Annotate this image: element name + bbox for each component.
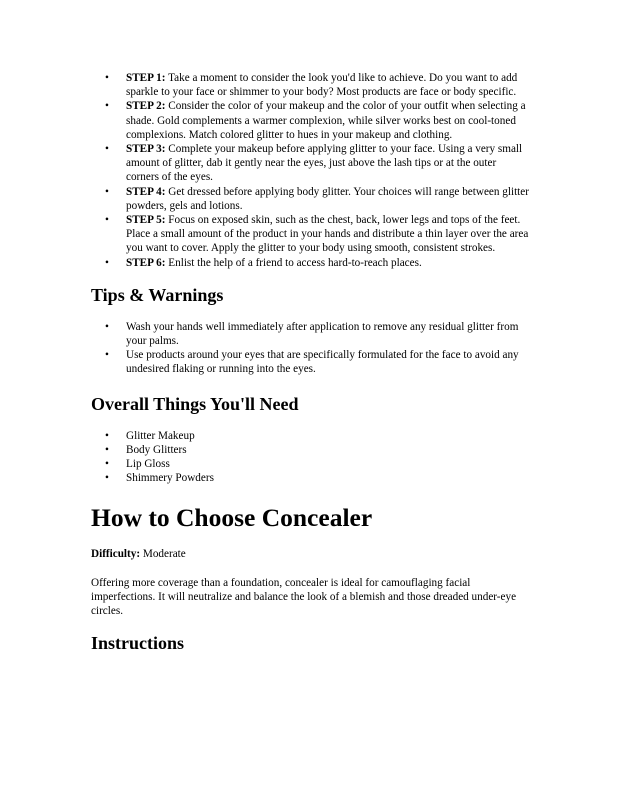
tip-item <box>91 320 531 348</box>
step-text: Focus on exposed skin, such as the chest, back, lower legs and tops of the feet. Place a small amount of the product in your hands and distribute a thin layer over the area you want to cover. Apply the glitter to your body using smooth, consistent strokes. <box>126 214 529 255</box>
bullet: • <box>105 214 109 227</box>
need-text: Lip Gloss <box>126 458 170 471</box>
difficulty-line <box>91 547 531 561</box>
bullet: • <box>105 458 109 471</box>
need-text: Body Glitters <box>126 443 187 456</box>
step-text: Enlist the help of a friend to access hard-to-reach places. <box>165 256 422 269</box>
tip-text: Use products around your eyes that are specifically formulated for the face to avoid any undesired flaking or running into the eyes. <box>126 349 519 376</box>
step-text: Get dressed before applying body glitter. Your choices will range between glitter powders, gels and lotions. <box>126 185 529 212</box>
need-item <box>91 471 531 485</box>
instructions-heading: Instructions <box>91 633 185 654</box>
step-item <box>91 71 531 99</box>
difficulty-value: Moderate <box>140 548 186 561</box>
step-label: STEP 4: <box>126 185 166 198</box>
tip-item <box>91 348 531 376</box>
need-item <box>91 457 531 471</box>
step-text: Complete your makeup before applying glitter to your face. Using a very small amount of glitter, dab it gently near the eyes, just above the lash tips or at the outer corners of the eyes. <box>126 143 523 184</box>
bullet: • <box>105 143 109 156</box>
steps-list <box>91 71 531 270</box>
bullet: • <box>105 349 109 362</box>
concealer-intro: Offering more coverage than a foundation, concealer is ideal for camouflaging facial imperfections. It will neutralize and balance the look of a blemish and those dreaded under-eye circles. <box>91 576 517 618</box>
need-text: Glitter Makeup <box>126 429 195 442</box>
need-item <box>91 443 531 457</box>
difficulty-label: Difficulty: <box>91 548 141 561</box>
step-label: STEP 1: <box>126 72 166 84</box>
concealer-title: How to Choose Concealer <box>91 503 373 533</box>
bullet: • <box>105 320 109 333</box>
step-item <box>91 185 531 213</box>
step-item <box>91 213 531 256</box>
need-item <box>91 429 531 443</box>
bullet: • <box>105 256 109 269</box>
step-label: STEP 3: <box>126 143 166 156</box>
bullet: • <box>105 472 109 485</box>
bullet: • <box>105 100 109 113</box>
step-label: STEP 2: <box>126 100 166 113</box>
tip-text: Wash your hands well immediately after application to remove any residual glitter from your palms. <box>126 320 519 348</box>
document-page <box>91 71 531 654</box>
step-text: Take a moment to consider the look you'd like to achieve. Do you want to add sparkle to your face or shimmer to your body? Most products are face or body specific. <box>126 72 518 99</box>
step-label: STEP 5: <box>126 214 166 227</box>
step-item <box>91 99 531 142</box>
step-item <box>91 142 531 185</box>
tips-heading: Tips & Warnings <box>91 284 224 305</box>
bullet: • <box>105 72 109 84</box>
bullet: • <box>105 443 109 456</box>
step-label: STEP 6: <box>126 256 166 269</box>
bullet: • <box>105 185 109 198</box>
step-item <box>91 256 531 270</box>
needs-heading: Overall Things You'll Need <box>91 393 299 414</box>
needs-list <box>91 429 531 486</box>
need-text: Shimmery Powders <box>126 472 214 485</box>
step-text: Consider the color of your makeup and the color of your outfit when selecting a shade. Gold complements a warmer complexion, while silver works best on cool-toned complexions. Match colored glitter to hues in your makeup and clothing. <box>126 100 526 141</box>
bullet: • <box>105 429 109 442</box>
tips-list <box>91 320 531 377</box>
